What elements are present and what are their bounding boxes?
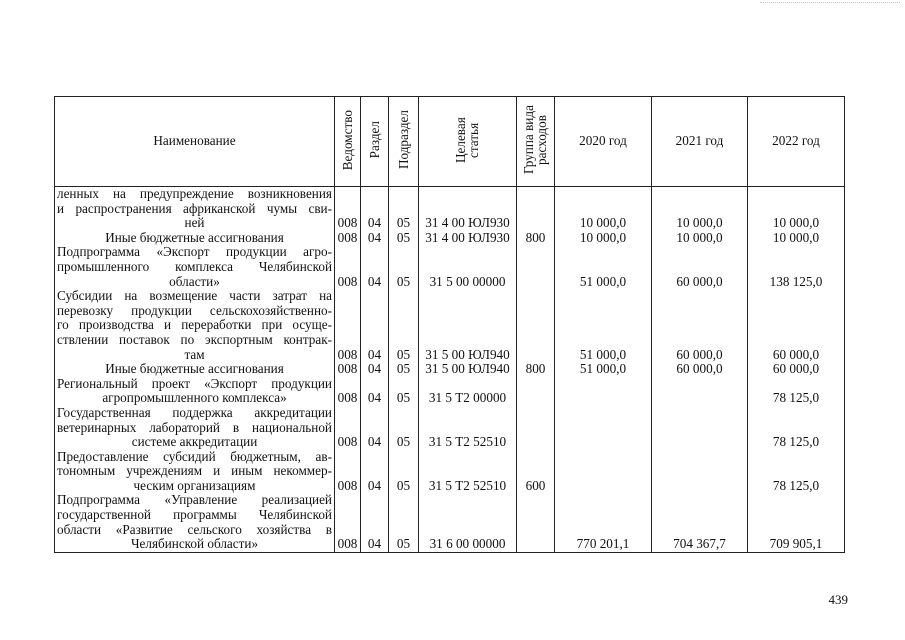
- cell-group: 800: [517, 362, 555, 377]
- cell-y2020: [555, 406, 652, 450]
- row-name-line: области «Развитие сельского хозяйства в: [57, 521, 332, 537]
- cell-target: 31 5 00 ЮЛ940: [419, 362, 517, 377]
- row-name-line: ческим организациям: [133, 477, 256, 493]
- cell-y2022: 60 000,0: [748, 362, 845, 377]
- row-name-line: области»: [169, 273, 220, 289]
- row-name-line: ствлении поставок по экспортным контрак-: [57, 331, 332, 347]
- page-number: 439: [828, 592, 848, 607]
- row-name-line: Предоставление субсидий бюджетным, ав-: [57, 448, 332, 464]
- cell-section: 04: [361, 245, 389, 289]
- row-name-line: агропромышленного комплекса»: [102, 390, 287, 406]
- header-name: Наименование: [55, 97, 335, 187]
- cell-group: [517, 245, 555, 289]
- cell-dept: 008: [335, 406, 361, 450]
- cell-group: 600: [517, 450, 555, 494]
- cell-y2021: 60 000,0: [652, 289, 748, 362]
- table-row: [55, 377, 845, 406]
- cell-y2021: 60 000,0: [652, 245, 748, 289]
- row-name: [55, 362, 335, 377]
- table-row: [55, 231, 845, 246]
- table-row: [55, 493, 845, 552]
- cell-dept: 008: [335, 493, 361, 552]
- row-name-line: Государственная поддержка аккредитации: [57, 404, 332, 420]
- cell-subsection: 05: [389, 406, 419, 450]
- row-name: [55, 245, 335, 289]
- cell-target: 31 5 Т2 52510: [419, 406, 517, 450]
- cell-dept: 008: [335, 245, 361, 289]
- cell-target: 31 5 Т2 00000: [419, 377, 517, 406]
- cell-dept: 008: [335, 362, 361, 377]
- cell-group: 800: [517, 231, 555, 246]
- header-2020: 2020 год: [555, 97, 652, 187]
- cell-section: 04: [361, 231, 389, 246]
- row-name-line: ленных на предупреждение возникновения: [57, 186, 332, 201]
- cell-dept: 008: [335, 289, 361, 362]
- header-2022: 2022 год: [748, 97, 845, 187]
- table-body: [55, 187, 845, 553]
- cell-y2022: 60 000,0: [748, 289, 845, 362]
- cell-y2021: [652, 377, 748, 406]
- row-name-line: системе аккредитации: [131, 434, 258, 450]
- cell-dept: 008: [335, 450, 361, 494]
- row-name: [55, 231, 335, 246]
- cell-y2022: 78 125,0: [748, 406, 845, 450]
- budget-table: [54, 96, 845, 553]
- cell-y2022: 10 000,0: [748, 231, 845, 246]
- cell-group: [517, 493, 555, 552]
- row-name: [55, 493, 335, 552]
- header-target: Целевая статья: [419, 97, 517, 187]
- cell-subsection: 05: [389, 289, 419, 362]
- table-row: [55, 362, 845, 377]
- row-name-line: Региональный проект «Экспорт продукции: [57, 375, 332, 391]
- cell-subsection: 05: [389, 187, 419, 231]
- row-name: [55, 450, 335, 494]
- cell-y2020: 770 201,1: [555, 493, 652, 552]
- table-row: [55, 289, 845, 362]
- cell-subsection: 05: [389, 450, 419, 494]
- table-row: [55, 450, 845, 494]
- cell-section: 04: [361, 187, 389, 231]
- cell-subsection: 05: [389, 362, 419, 377]
- cell-dept: 008: [335, 231, 361, 246]
- cell-y2022: 709 905,1: [748, 493, 845, 552]
- cell-section: 04: [361, 406, 389, 450]
- cell-y2020: 51 000,0: [555, 289, 652, 362]
- cell-subsection: 05: [389, 493, 419, 552]
- row-name-line: Подпрограмма «Управление реализацией: [57, 492, 332, 508]
- cell-group: [517, 289, 555, 362]
- cell-group: [517, 406, 555, 450]
- cell-subsection: 05: [389, 245, 419, 289]
- cell-target: 31 4 00 ЮЛ930: [419, 231, 517, 246]
- cell-subsection: 05: [389, 231, 419, 246]
- header-subsection: Подраздел: [389, 97, 419, 187]
- row-name-line: го производства и переработки при осуще-: [57, 317, 332, 333]
- row-name: [55, 406, 335, 450]
- row-name-line: и распространения африканской чумы сви-: [57, 200, 332, 216]
- row-name-line: тономным учреждениям и иным некоммер-: [57, 463, 332, 479]
- cell-y2020: 10 000,0: [555, 187, 652, 231]
- cell-dept: 008: [335, 377, 361, 406]
- row-name-line: там: [184, 346, 205, 362]
- row-name-line: ветеринарных лабораторий в национальной: [57, 419, 332, 435]
- cell-section: 04: [361, 289, 389, 362]
- cell-y2022: 10 000,0: [748, 187, 845, 231]
- cell-section: 04: [361, 377, 389, 406]
- cell-target: 31 4 00 ЮЛ930: [419, 187, 517, 231]
- cell-group: [517, 187, 555, 231]
- table-row: [55, 187, 845, 231]
- cell-target: 31 5 00 ЮЛ940: [419, 289, 517, 362]
- row-name-line: Иные бюджетные ассигнования: [105, 229, 284, 245]
- row-name-line: Субсидии на возмещение части затрат на: [57, 288, 332, 304]
- cell-dept: 008: [335, 187, 361, 231]
- cell-group: [517, 377, 555, 406]
- row-name-line: промышленного комплекса Челябинской: [57, 258, 332, 274]
- cell-section: 04: [361, 450, 389, 494]
- cell-target: 31 5 00 00000: [419, 245, 517, 289]
- row-name-line: Подпрограмма «Экспорт продукции агро-: [57, 244, 332, 260]
- cell-section: 04: [361, 362, 389, 377]
- cell-y2020: [555, 450, 652, 494]
- row-name-line: Челябинской области»: [130, 536, 259, 552]
- header-dept: Ведомство: [335, 97, 361, 187]
- header-section: Раздел: [361, 97, 389, 187]
- cell-subsection: 05: [389, 377, 419, 406]
- cell-y2021: 10 000,0: [652, 231, 748, 246]
- table-row: [55, 406, 845, 450]
- cell-y2022: 138 125,0: [748, 245, 845, 289]
- cell-y2021: [652, 450, 748, 494]
- cell-y2021: 704 367,7: [652, 493, 748, 552]
- table-row: [55, 245, 845, 289]
- row-name: [55, 377, 335, 406]
- row-name-line: государственной программы Челябинской: [57, 507, 332, 523]
- row-name-line: Иные бюджетные ассигнования: [105, 361, 284, 377]
- cell-target: 31 6 00 00000: [419, 493, 517, 552]
- scan-artifact: [760, 2, 900, 4]
- cell-section: 04: [361, 493, 389, 552]
- cell-y2022: 78 125,0: [748, 450, 845, 494]
- header-expense-group: Группа вида расходов: [517, 97, 555, 187]
- cell-y2022: 78 125,0: [748, 377, 845, 406]
- cell-y2020: 51 000,0: [555, 362, 652, 377]
- row-name: [55, 289, 335, 362]
- cell-target: 31 5 Т2 52510: [419, 450, 517, 494]
- cell-y2021: [652, 406, 748, 450]
- row-name-line: ней: [184, 215, 205, 231]
- table-header-row: [55, 97, 845, 187]
- cell-y2021: 60 000,0: [652, 362, 748, 377]
- header-2021: 2021 год: [652, 97, 748, 187]
- row-name: [55, 187, 335, 231]
- cell-y2020: 10 000,0: [555, 231, 652, 246]
- cell-y2020: [555, 377, 652, 406]
- row-name-line: перевозку продукции сельскохозяйственно-: [57, 302, 332, 318]
- cell-y2020: 51 000,0: [555, 245, 652, 289]
- cell-y2021: 10 000,0: [652, 187, 748, 231]
